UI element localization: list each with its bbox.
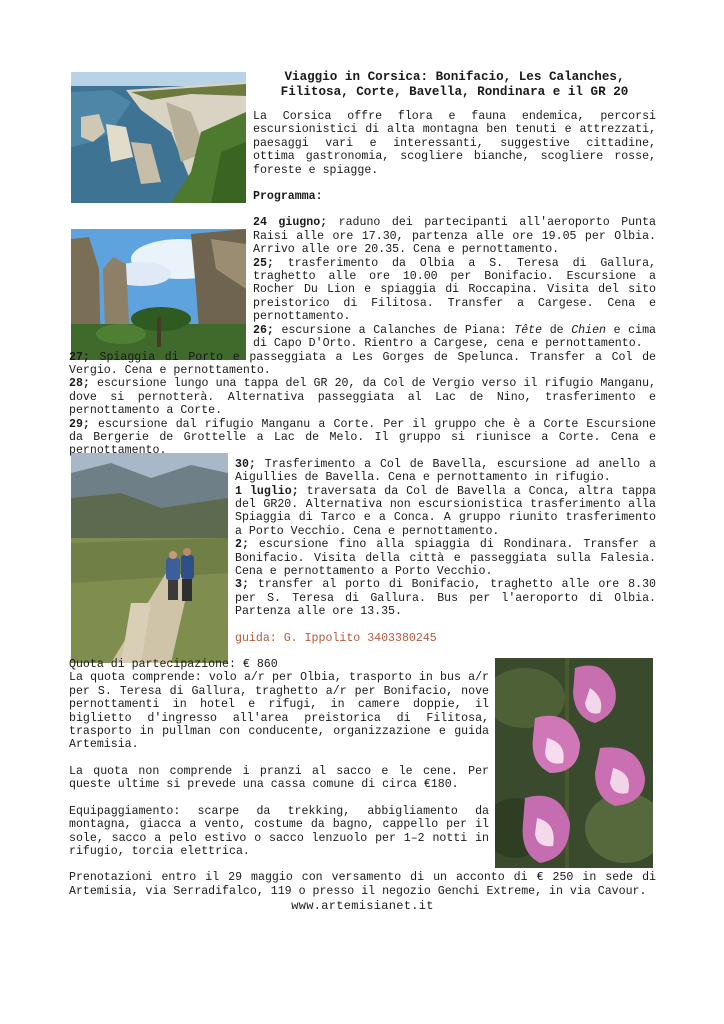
quota-price: Quota di partecipazione: € 860 xyxy=(69,658,278,672)
day-item xyxy=(235,458,656,485)
page-title: Viaggio in Corsica: Bonifacio, Les Calanches, Filitosa, Corte, Bavella, Rondinara e il GR 20 xyxy=(280,70,629,99)
day-item xyxy=(253,216,656,256)
day-date: 24 giugno; xyxy=(253,216,328,230)
day-date: 29; xyxy=(69,417,90,431)
day-date: 30; xyxy=(235,457,256,471)
day-date: 27; xyxy=(69,350,90,364)
programma-label: Programma: xyxy=(253,190,323,204)
day-text: trasferimento da Olbia a S. Teresa di Gallura, traghetto alle ore 10.00 per Bonifacio. Escursione a Rocher Du Lion e spiaggia di Roccapina. Visita del sito preistorico di Filitosa. Transfer a Cargese. Cena e pernottamento. xyxy=(253,256,656,324)
day-date: 2; xyxy=(235,538,249,552)
day-text: raduno dei partecipanti all'aeroporto Punta Raisi alle ore 17.30, partenza alle ore 19.05 per Olbia. Arrivo alle ore 20.35. Cena e pernottamento. xyxy=(253,216,656,257)
quota-comprende: La quota comprende: volo a/r per Olbia, trasporto in bus a/r per S. Teresa di Gallura, traghetto a/r per Bonifacio, nove pernottamenti in hotel e rifugi, in camere doppie, il biglietto d'ingresso all'area preistorica di Filitosa, trasporto in pullman con conducente, organizzazione e guida Artemisia. xyxy=(69,671,489,752)
day-text: de xyxy=(542,323,572,337)
day-date: 3; xyxy=(235,578,249,592)
day-item xyxy=(253,257,656,324)
day-text: Spiaggia di Porto e passeggiata a Les Gorges de Spelunca. Transfer a Col de Vergio. Cena e pernottamento. xyxy=(69,350,656,377)
day-item xyxy=(235,578,656,618)
day-text: escursione lungo una tappa del GR 20, da Col de Vergio verso il rifugio Manganu, dove si pernotterà. Alternativa passeggiata al Lac de Nino, trasferimento e pernottamento a Corte. xyxy=(69,377,656,418)
day-item xyxy=(69,377,656,417)
day-date: 28; xyxy=(69,377,90,391)
guida-contact: guida: G. Ippolito 3403380245 xyxy=(235,631,437,645)
day-item xyxy=(235,485,656,539)
day-date: 26; xyxy=(253,323,274,337)
quota-non-comprende: La quota non comprende i pranzi al sacco e le cene. Per queste ultime si prevede una cassa comune di circa €180. xyxy=(69,764,489,792)
day-text: escursione dal rifugio Manganu a Corte. Per il gruppo che è a Corte Escursione da Bergerie de Grottelle a Lac de Melo. Il gruppo si riunisce a Corte. Cena e pernottamento. xyxy=(69,417,656,458)
day-item xyxy=(235,538,656,578)
document-body xyxy=(69,68,656,914)
day-item xyxy=(253,324,656,351)
day-text: e cima di Capo D'Orto. Rientro a Cargese, cena e pernottamento. xyxy=(253,323,656,351)
day-text: escursione a Calanches de Piana: xyxy=(273,323,515,337)
prenotazioni: Prenotazioni entro il 29 maggio con versamento di un acconto di € 250 in sede di Artemisia, via Serradifalco, 119 o presso il negozio Genchi Extreme, in via Cavour. xyxy=(69,871,656,898)
website-link[interactable]: www.artemisianet.it xyxy=(291,899,434,914)
day-text-italic: Chien xyxy=(571,323,607,337)
day-date: 25; xyxy=(253,256,274,270)
day-text: Trasferimento a Col de Bavella, escursione ad anello a Aigullies de Bavella. Cena e pernottamento in rifugio. xyxy=(235,457,656,485)
day-item xyxy=(69,418,656,458)
day-text-italic: Tête xyxy=(514,323,543,337)
day-item xyxy=(69,351,656,378)
intro-paragraph: La Corsica offre flora e fauna endemica, percorsi escursionistici di alta montagna ben tenuti e attrezzati, paesaggi vari e interessanti, suggestive cittadine, ottima gastronomia, scogliere bianche, scogliere rosse, foreste e spiagge. xyxy=(253,110,656,177)
day-date: 1 luglio; xyxy=(235,484,299,498)
day-text: traversata da Col de Bavella a Conca, altra tappa del GR20. Alternativa non escursionistica trasferimento alla Spiaggia di Tarco e a Conca. A gruppo riunito trasferimento a Porto Vecchio. Cena e pernottamento. xyxy=(235,484,656,538)
equipaggiamento: Equipaggiamento: scarpe da trekking, abbigliamento da montagna, giacca a vento, costume da bagno, cappello per il sole, sacco a pelo estivo o sacco lenzuolo per 1–2 notti in rifugio, torcia elettrica. xyxy=(69,804,489,858)
day-text: transfer al porto di Bonifacio, traghetto alle ore 8.30 per S. Teresa di Gallura. Bus per l'aeroporto di Olbia. Partenza alle ore 13.35. xyxy=(235,578,656,619)
day-text: escursione fino alla spiaggia di Rondinara. Transfer a Bonifacio. Visita della città e passeggiata sulla Falesia. Cena e pernottamento a Porto Vecchio. xyxy=(235,538,656,578)
